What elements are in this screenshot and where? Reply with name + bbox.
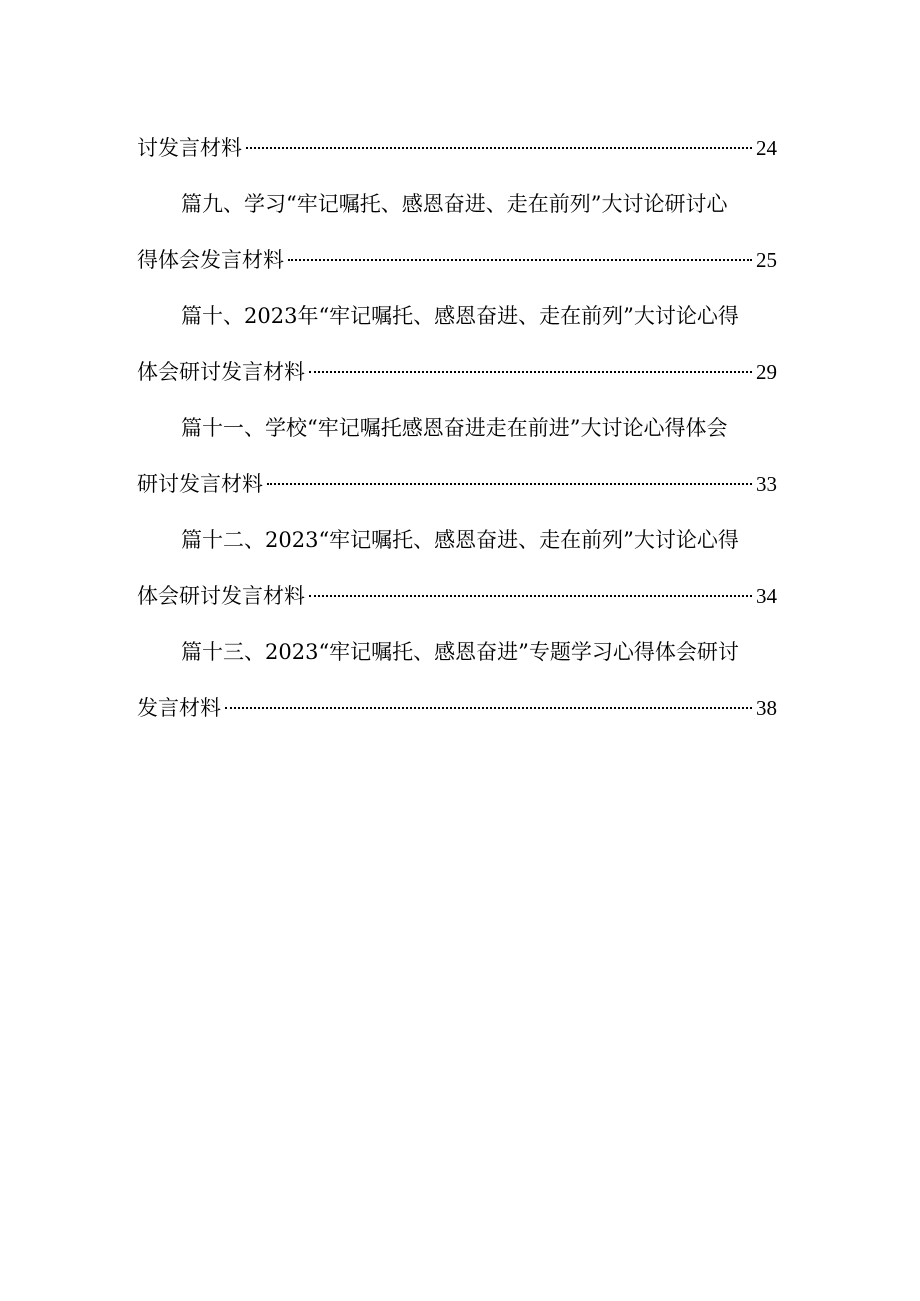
toc-page-number: 29 <box>756 360 777 384</box>
dot-leader <box>309 595 752 597</box>
toc-entry-13-line-1[interactable] <box>137 634 777 690</box>
toc-entry-text: 得体会发言材料 <box>137 248 284 272</box>
toc-entry-text: 篇十、2023年“牢记嘱托、感恩奋进、走在前列”大讨论心得 <box>181 304 739 328</box>
dot-leader <box>225 707 752 709</box>
table-of-contents <box>137 130 777 746</box>
toc-entry-11-line-1[interactable] <box>137 410 777 466</box>
toc-entry-10-line-2[interactable] <box>137 354 777 410</box>
dot-leader <box>288 259 752 261</box>
toc-page-number: 38 <box>756 696 777 720</box>
toc-entry-12-line-1[interactable] <box>137 522 777 578</box>
dot-leader <box>309 371 752 373</box>
toc-entry-9-line-2[interactable] <box>137 242 777 298</box>
toc-entry-text: 篇十一、学校“牢记嘱托感恩奋进走在前进”大讨论心得体会 <box>181 416 728 440</box>
toc-entry-text: 研讨发言材料 <box>137 472 263 496</box>
toc-entry-text: 篇十二、2023“牢记嘱托、感恩奋进、走在前列”大讨论心得 <box>181 528 739 552</box>
toc-entry-11-line-2[interactable] <box>137 466 777 522</box>
toc-entry-10-line-1[interactable] <box>137 298 777 354</box>
dot-leader <box>267 483 752 485</box>
toc-entry-12-line-2[interactable] <box>137 578 777 634</box>
toc-page-number: 34 <box>756 584 777 608</box>
toc-page-number: 25 <box>756 248 777 272</box>
toc-entry-text: 发言材料 <box>137 696 221 720</box>
toc-entry-text: 讨发言材料 <box>137 136 242 160</box>
toc-entry-text: 体会研讨发言材料 <box>137 360 305 384</box>
toc-page-number: 24 <box>756 136 777 160</box>
toc-entry-text: 体会研讨发言材料 <box>137 584 305 608</box>
toc-entry-13-line-2[interactable] <box>137 690 777 746</box>
toc-entry-8-line-2[interactable] <box>137 130 777 186</box>
dot-leader <box>246 147 752 149</box>
toc-entry-text: 篇九、学习“牢记嘱托、感恩奋进、走在前列”大讨论研讨心 <box>181 192 728 216</box>
toc-page-number: 33 <box>756 472 777 496</box>
toc-entry-9-line-1[interactable] <box>137 186 777 242</box>
toc-entry-text: 篇十三、2023“牢记嘱托、感恩奋进”专题学习心得体会研讨 <box>181 640 739 664</box>
